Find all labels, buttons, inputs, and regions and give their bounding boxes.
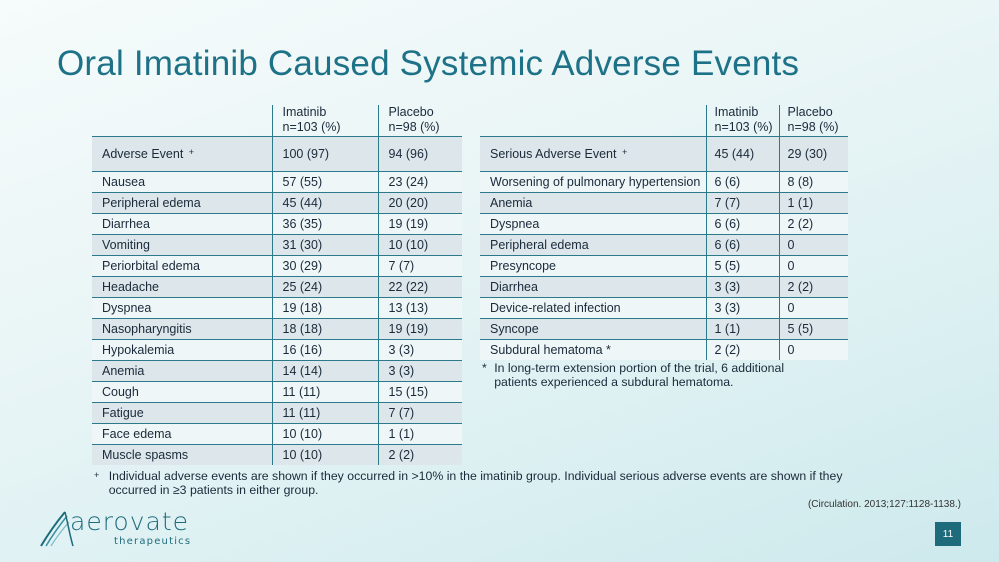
imatinib-value: 25 (24) [272, 277, 378, 298]
event-label: Vomiting [92, 235, 272, 256]
logo-wordmark: aerovate [70, 507, 190, 536]
imatinib-value: 14 (14) [272, 361, 378, 382]
placebo-value: 3 (3) [378, 340, 462, 361]
table-row [480, 193, 848, 214]
total-imatinib: 100 (97) [272, 137, 378, 172]
imatinib-value: 31 (30) [272, 235, 378, 256]
table-row [480, 235, 848, 256]
imatinib-value: 30 (29) [272, 256, 378, 277]
total-label-text: Adverse Event [102, 147, 184, 161]
placebo-value: 0 [779, 235, 848, 256]
event-label: Face edema [92, 424, 272, 445]
citation: (Circulation. 2013;127:1128-1138.) [807, 499, 961, 510]
imatinib-value: 6 (6) [706, 172, 779, 193]
table-row [92, 361, 462, 382]
header-blank-cell [92, 105, 272, 137]
event-label: Presyncope [480, 256, 706, 277]
table-row [480, 214, 848, 235]
table-row [480, 340, 848, 361]
total-imatinib: 45 (44) [706, 137, 779, 172]
total-placebo: 29 (30) [779, 137, 848, 172]
header-imatinib-label: Imatinib [714, 105, 759, 119]
event-label: Anemia [480, 193, 706, 214]
table-row [480, 319, 848, 340]
placebo-value: 5 (5) [779, 319, 848, 340]
table-row [92, 277, 462, 298]
placebo-value: 1 (1) [779, 193, 848, 214]
imatinib-value: 57 (55) [272, 172, 378, 193]
placebo-value: 10 (10) [378, 235, 462, 256]
placebo-value: 7 (7) [378, 403, 462, 424]
total-placebo: 94 (96) [378, 137, 462, 172]
footnote-marker: + [94, 470, 100, 480]
placebo-value: 2 (2) [779, 214, 848, 235]
event-label: Dyspnea [480, 214, 706, 235]
imatinib-value: 5 (5) [706, 256, 779, 277]
header-placebo [378, 105, 462, 137]
table-row [480, 256, 848, 277]
header-imatinib-n: n=103 (%) [282, 120, 341, 134]
imatinib-value: 3 (3) [706, 277, 779, 298]
table-row [92, 193, 462, 214]
imatinib-value: 19 (18) [272, 298, 378, 319]
imatinib-value: 3 (3) [706, 298, 779, 319]
event-label: Dyspnea [92, 298, 272, 319]
event-label: Nausea [92, 172, 272, 193]
placebo-value: 0 [779, 256, 848, 277]
table-header-row [92, 105, 462, 137]
event-label: Nasopharyngitis [92, 319, 272, 340]
table-row [92, 445, 462, 466]
event-label: Diarrhea [92, 214, 272, 235]
footnote [92, 469, 892, 497]
placebo-value: 19 (19) [378, 319, 462, 340]
table-header-row [480, 105, 848, 137]
table-row [92, 298, 462, 319]
imatinib-value: 1 (1) [706, 319, 779, 340]
placebo-value: 1 (1) [378, 424, 462, 445]
table-row [480, 172, 848, 193]
imatinib-value: 36 (35) [272, 214, 378, 235]
adverse-events-table [92, 105, 462, 465]
header-placebo-n: n=98 (%) [787, 120, 839, 134]
table-row [92, 172, 462, 193]
placebo-value: 8 (8) [779, 172, 848, 193]
header-imatinib [272, 105, 378, 137]
logo-subtitle: therapeutics [114, 536, 192, 547]
placebo-value: 7 (7) [378, 256, 462, 277]
header-placebo-label: Placebo [787, 105, 833, 119]
event-label: Peripheral edema [92, 193, 272, 214]
event-label: Headache [92, 277, 272, 298]
placebo-value: 2 (2) [779, 277, 848, 298]
table-row [92, 340, 462, 361]
header-placebo [779, 105, 848, 137]
placebo-value: 13 (13) [378, 298, 462, 319]
header-imatinib-n: n=103 (%) [714, 120, 773, 134]
event-label: Peripheral edema [480, 235, 706, 256]
table-row [480, 298, 848, 319]
event-label: Device-related infection [480, 298, 706, 319]
placebo-value: 15 (15) [378, 382, 462, 403]
total-label [92, 137, 272, 172]
imatinib-value: 16 (16) [272, 340, 378, 361]
imatinib-value: 45 (44) [272, 193, 378, 214]
footnote-marker: + [621, 147, 628, 157]
placebo-value: 0 [779, 340, 848, 361]
table-row [92, 403, 462, 424]
event-label: Muscle spasms [92, 445, 272, 466]
imatinib-value: 10 (10) [272, 445, 378, 466]
table-row [480, 277, 848, 298]
event-label: Cough [92, 382, 272, 403]
imatinib-value: 6 (6) [706, 214, 779, 235]
total-row [92, 137, 462, 172]
placebo-value: 3 (3) [378, 361, 462, 382]
subdural-note [482, 361, 822, 389]
header-imatinib [706, 105, 779, 137]
header-imatinib-label: Imatinib [282, 105, 327, 119]
header-placebo-label: Placebo [388, 105, 434, 119]
event-label: Periorbital edema [92, 256, 272, 277]
imatinib-value: 11 (11) [272, 382, 378, 403]
event-label: Anemia [92, 361, 272, 382]
event-label: Syncope [480, 319, 706, 340]
imatinib-value: 18 (18) [272, 319, 378, 340]
placebo-value: 19 (19) [378, 214, 462, 235]
footnote-text: Individual adverse events are shown if they occurred in >10% in the imatinib group. Individual serious adverse events are shown if they occurred in ≥3 patients in either group. [108, 469, 843, 497]
header-placebo-n: n=98 (%) [388, 120, 440, 134]
placebo-value: 2 (2) [378, 445, 462, 466]
imatinib-value: 10 (10) [272, 424, 378, 445]
event-label: Diarrhea [480, 277, 706, 298]
table-row [92, 382, 462, 403]
placebo-value: 22 (22) [378, 277, 462, 298]
table-row [92, 319, 462, 340]
slide-title: Oral Imatinib Caused Systemic Adverse Events [57, 44, 800, 83]
imatinib-value: 7 (7) [706, 193, 779, 214]
imatinib-value: 11 (11) [272, 403, 378, 424]
table-row [92, 214, 462, 235]
subdural-note-text: In long-term extension portion of the trial, 6 additional patients experienced a subdural hematoma. [494, 361, 785, 389]
placebo-value: 0 [779, 298, 848, 319]
placebo-value: 23 (24) [378, 172, 462, 193]
footnote-marker: + [188, 147, 195, 157]
table-row [92, 424, 462, 445]
asterisk-marker: * [482, 361, 487, 375]
header-blank-cell [480, 105, 706, 137]
event-label: Fatigue [92, 403, 272, 424]
placebo-value: 20 (20) [378, 193, 462, 214]
table-row [92, 235, 462, 256]
imatinib-value: 2 (2) [706, 340, 779, 361]
total-label-text: Serious Adverse Event [490, 147, 617, 161]
event-label: Subdural hematoma * [480, 340, 706, 361]
serious-adverse-events-table [480, 105, 848, 360]
total-label [480, 137, 706, 172]
imatinib-value: 6 (6) [706, 235, 779, 256]
event-label: Worsening of pulmonary hypertension [480, 172, 706, 193]
page-number: 11 [935, 522, 961, 546]
event-label: Hypokalemia [92, 340, 272, 361]
total-row [480, 137, 848, 172]
table-row [92, 256, 462, 277]
